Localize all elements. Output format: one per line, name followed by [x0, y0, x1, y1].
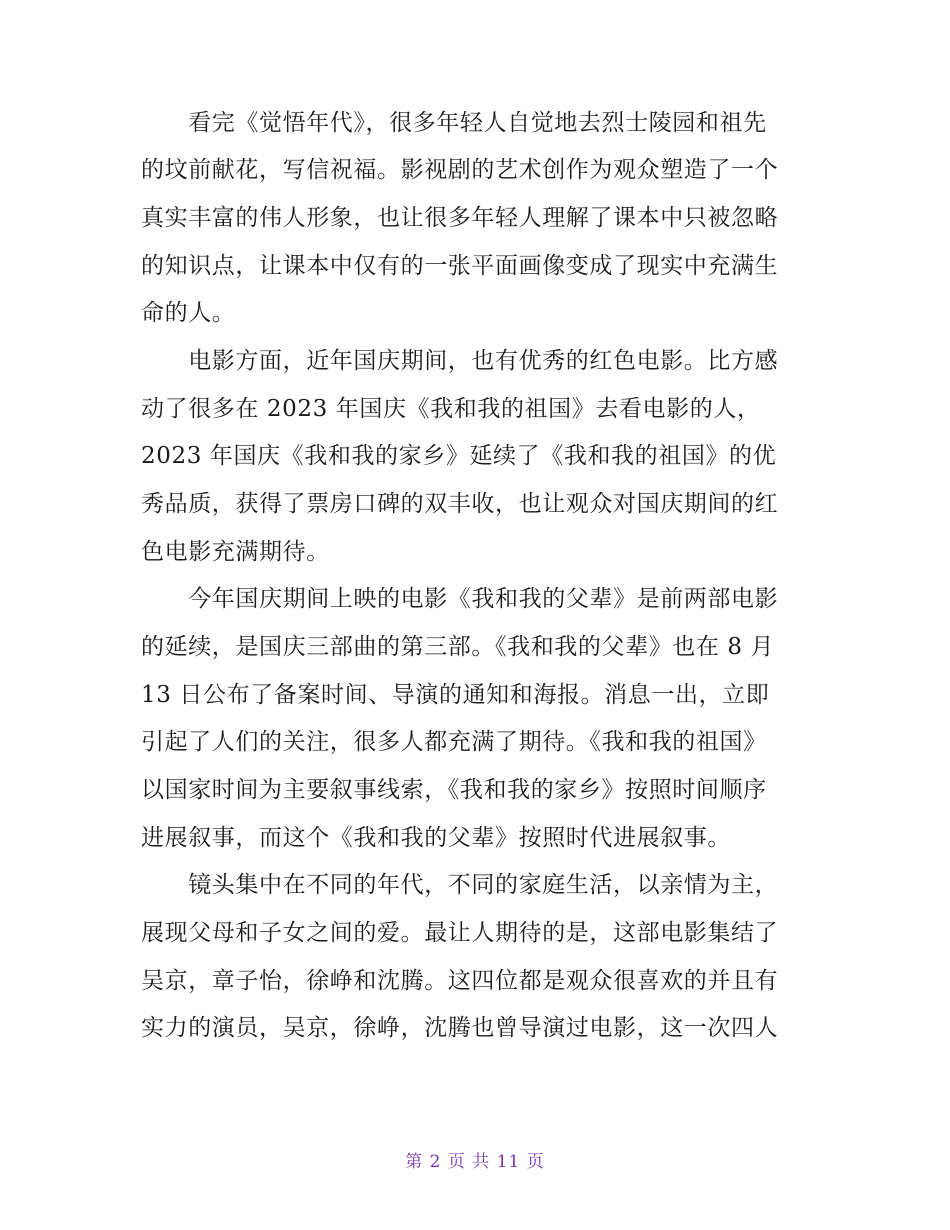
text-line: 镜头集中在不同的年代，不同的家庭生活，以亲情为主，	[141, 872, 779, 898]
text-line: 进展叙事，而这个《我和我的父辈》按照时代进展叙事。	[141, 825, 731, 851]
text-line: 吴京，章子怡，徐峥和沈腾。这四位都是观众很喜欢的并且有	[141, 968, 779, 994]
text-line: 电影方面，近年国庆期间，也有优秀的红色电影。比方感	[141, 348, 779, 374]
text-line: 的坟前献花，写信祝福。影视剧的艺术创作为观众塑造了一个	[141, 157, 779, 183]
text-line: 今年国庆期间上映的电影《我和我的父辈》是前两部电影	[141, 586, 779, 612]
text-line: 13 日公布了备案时间、导演的通知和海报。消息一出，立即	[141, 682, 770, 708]
text-line: 展现父母和子女之间的爱。最让人期待的是，这部电影集结了	[141, 920, 779, 946]
text-line: 2023 年国庆《我和我的家乡》延续了《我和我的祖国》的优	[141, 443, 777, 469]
text-line: 的知识点，让课本中仅有的一张平面画像变成了现实中充满生	[141, 253, 779, 279]
text-line: 命的人。	[141, 300, 236, 326]
text-line: 引起了人们的关注，很多人都充满了期待。《我和我的祖国》	[141, 729, 767, 755]
text-line: 动了很多在 2023 年国庆《我和我的祖国》去看电影的人，	[141, 396, 761, 422]
text-line: 看完《觉悟年代》，很多年轻人自觉地去烈士陵园和祖先	[141, 110, 767, 136]
text-line: 真实丰富的伟人形象，也让很多年轻人理解了课本中只被忽略	[141, 205, 779, 231]
text-line: 秀品质，获得了票房口碑的双丰收，也让观众对国庆期间的红	[141, 491, 779, 517]
text-line: 实力的演员，吴京，徐峥，沈腾也曾导演过电影，这一次四人	[141, 1015, 779, 1041]
text-line: 以国家时间为主要叙事线索，《我和我的家乡》按照时间顺序	[141, 777, 767, 803]
text-line: 色电影充满期待。	[141, 539, 330, 565]
page-number-footer: 第 2 页 共 11 页	[405, 1152, 545, 1172]
text-line: 的延续，是国庆三部曲的第三部。《我和我的父辈》也在 8 月	[141, 634, 775, 660]
